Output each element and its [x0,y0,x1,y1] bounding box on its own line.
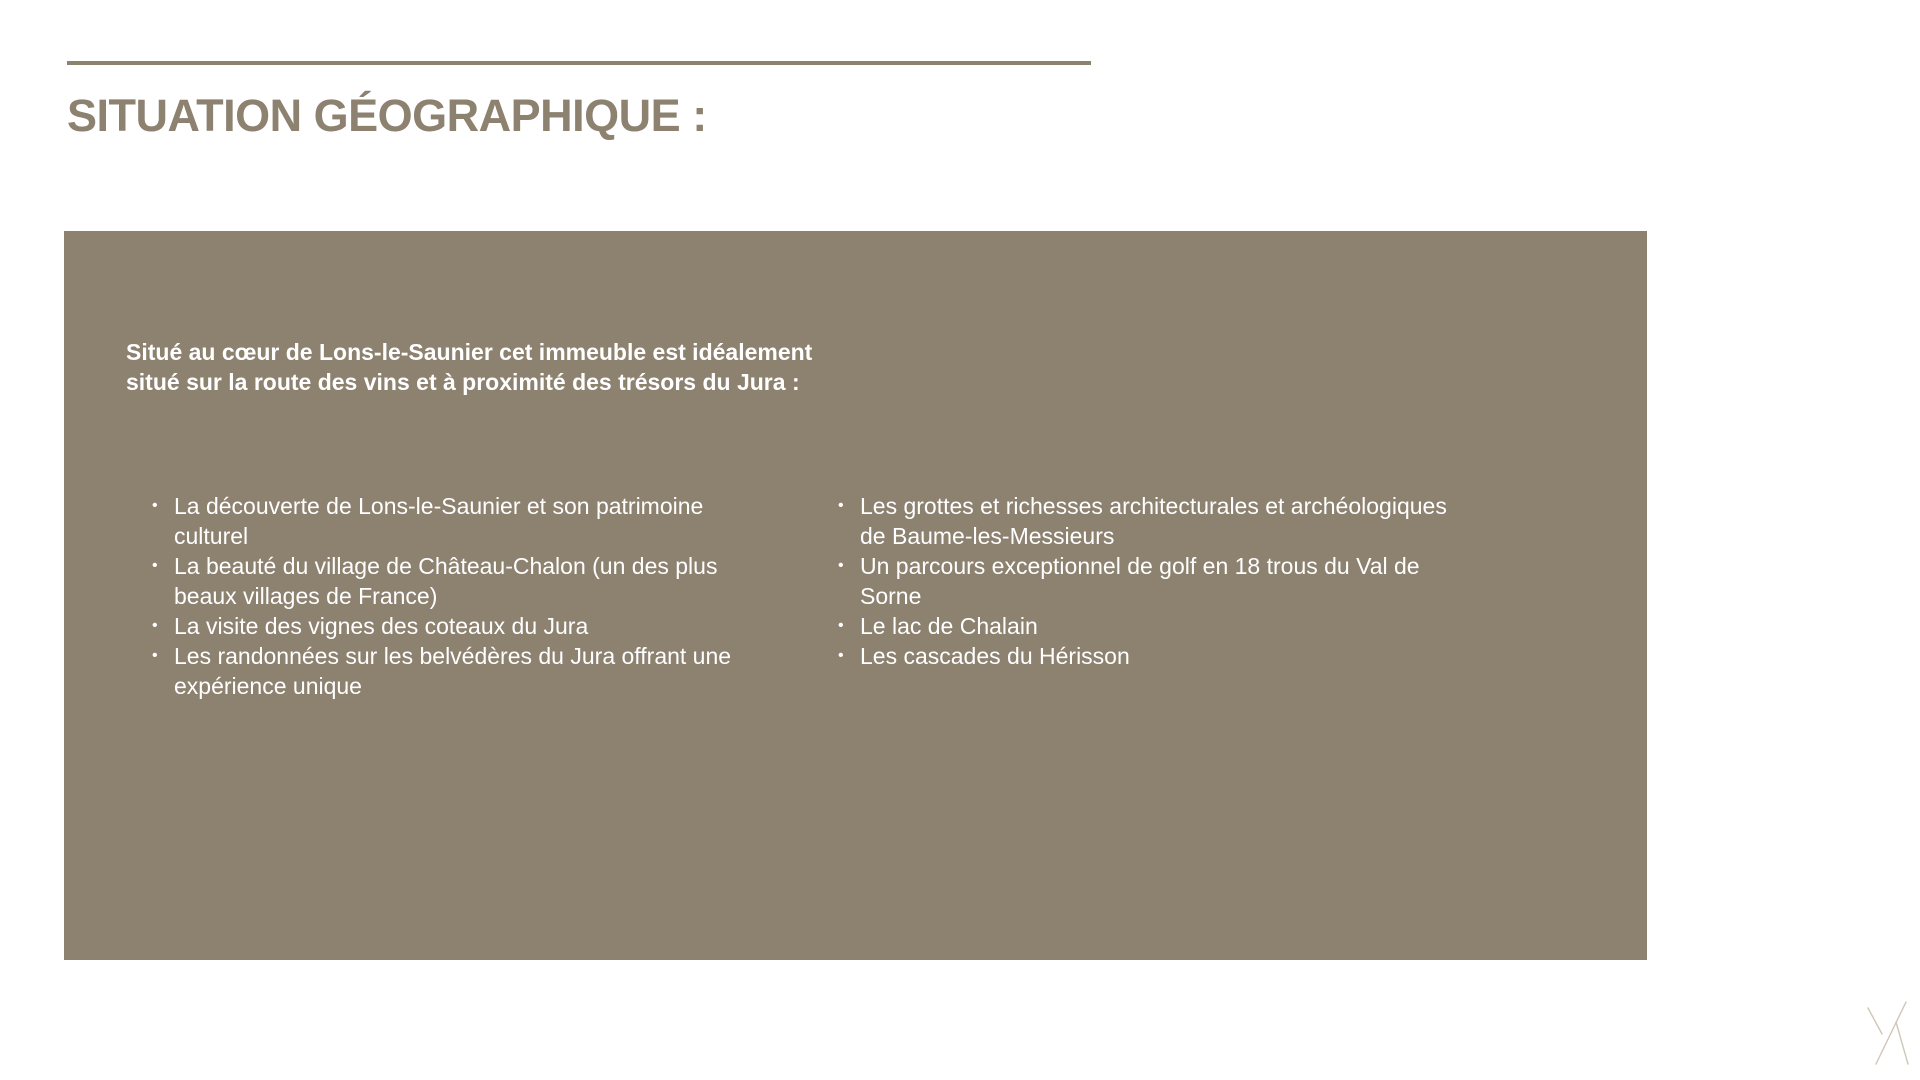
list-item [152,641,782,701]
list-item [838,491,1478,551]
title-divider [67,61,1091,65]
page-title: SITUATION GÉOGRAPHIQUE : [67,90,707,141]
right-bullet-list [838,491,1478,671]
bullet-icon: • [152,647,158,664]
list-item [838,641,1478,671]
bullet-icon: • [152,557,158,574]
list-item [152,551,782,611]
left-bullet-list [152,491,782,701]
list-item-text: Les cascades du Hérisson [860,643,1130,669]
bullet-icon: • [838,647,844,664]
list-item [838,551,1478,611]
monogram-logo-icon [1866,1000,1910,1066]
bullet-icon: • [838,497,844,514]
list-item-text: La beauté du village de Château-Chalon (un des plus beaux villages de France) [174,553,718,609]
intro-text: Situé au cœur de Lons-le-Saunier cet immeuble est idéalement situé sur la route des vins et à proximité des trésors du Jura : [126,339,813,395]
list-item-text: La découverte de Lons-le-Saunier et son patrimoine culturel [174,493,704,549]
list-item-text: Les randonnées sur les belvédères du Jura offrant une expérience unique [174,643,732,699]
list-item-text: La visite des vignes des coteaux du Jura [174,613,589,639]
list-item-text: Les grottes et richesses architecturales et archéologiques de Baume-les-Messieurs [860,493,1447,549]
content-panel [64,231,1647,960]
list-item [152,491,782,551]
list-item [152,611,782,641]
list-item-text: Un parcours exceptionnel de golf en 18 trous du Val de Sorne [860,553,1420,609]
list-item-text: Le lac de Chalain [860,613,1038,639]
bullet-icon: • [838,617,844,634]
bullet-icon: • [838,557,844,574]
list-item [838,611,1478,641]
bullet-icon: • [152,497,158,514]
bullet-icon: • [152,617,158,634]
